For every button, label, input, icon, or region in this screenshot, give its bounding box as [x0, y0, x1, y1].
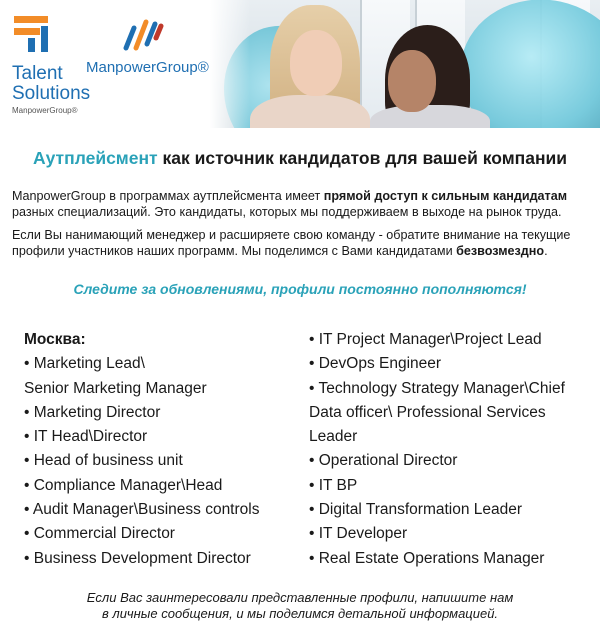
hero-banner [0, 0, 600, 128]
list-item: • IT Developer [309, 525, 408, 543]
intro-text-1: ManpowerGroup в программах аутплейсмента имеет [12, 189, 324, 203]
intro-bold: прямой доступ к сильным кандидатам [323, 189, 568, 203]
list-item: • Commercial Director [24, 525, 175, 543]
talent-word: Talent [12, 63, 63, 84]
list-item: • Audit Manager\Business controls [24, 501, 260, 519]
intro-paragraph [12, 188, 592, 220]
list-item: • Marketing Lead\ [24, 355, 145, 373]
talent-solutions-sub-brand: ManpowerGroup® [12, 106, 78, 115]
list-item: • Real Estate Operations Manager [309, 549, 545, 567]
right-profile-list [309, 328, 599, 571]
title-rest: как источник кандидатов для вашей компании [157, 148, 568, 168]
list-item: Leader [309, 428, 358, 446]
footer-note [0, 590, 600, 622]
solutions-word: Solutions [12, 83, 91, 104]
woman-blonde-face [290, 30, 342, 96]
page-title [0, 148, 600, 169]
list-item: • Head of business unit [24, 452, 183, 470]
footer-line-1: Если Вас заинтересовали представленные профили, напишите нам [86, 590, 514, 605]
talent-solutions-wordmark [12, 64, 90, 104]
list-item: • IT Head\Director [24, 428, 148, 446]
footer-line-2: в личные сообщения, и мы поделимся детальной информацией. [101, 606, 499, 621]
hiring-bold: безвозмездно [456, 244, 545, 258]
list-item: • Business Development Director [24, 549, 251, 567]
intro-text-2: разных специализаций. Это кандидаты, которых мы поддерживаем в выходе на рынок труда. [12, 205, 562, 219]
list-item: • Marketing Director [24, 403, 161, 421]
follow-updates-note: Следите за обновлениями, профили постоянно пополняются! [73, 281, 527, 297]
woman-dark-face [388, 50, 436, 112]
list-item: • Digital Transformation Leader [309, 501, 523, 519]
list-item: Senior Marketing Manager [24, 379, 207, 397]
woman-dark-body [370, 105, 490, 128]
list-item: • Compliance Manager\Head [24, 476, 223, 494]
title-accent: Аутплейсмент [32, 148, 158, 168]
list-item: • Operational Director [309, 452, 458, 470]
photo-fade [210, 0, 250, 128]
list-item: Data officer\ Professional Services [309, 403, 546, 421]
woman-blonde-body [250, 95, 370, 128]
hiring-paragraph [12, 227, 592, 259]
list-item: • IT Project Manager\Project Lead [309, 331, 542, 348]
list-item: • IT BP [309, 476, 358, 494]
manpowergroup-logo-icon [122, 14, 164, 54]
list-item: • Technology Strategy Manager\Chief [309, 379, 565, 397]
hero-photo [210, 0, 600, 128]
list-item: • DevOps Engineer [309, 355, 442, 373]
city-heading: Москва: [24, 331, 86, 348]
left-profile-list [24, 328, 314, 571]
manpowergroup-wordmark: ManpowerGroup® [86, 59, 209, 76]
hiring-text-2: . [544, 244, 548, 258]
hiring-text-1: Если Вы нанимающий менеджер и расширяете свою команду - обратите внимание на текущие профили участников наших программ. Мы поделимся с Вами кандидатами [12, 228, 571, 258]
talent-solutions-logo-icon [12, 14, 52, 54]
